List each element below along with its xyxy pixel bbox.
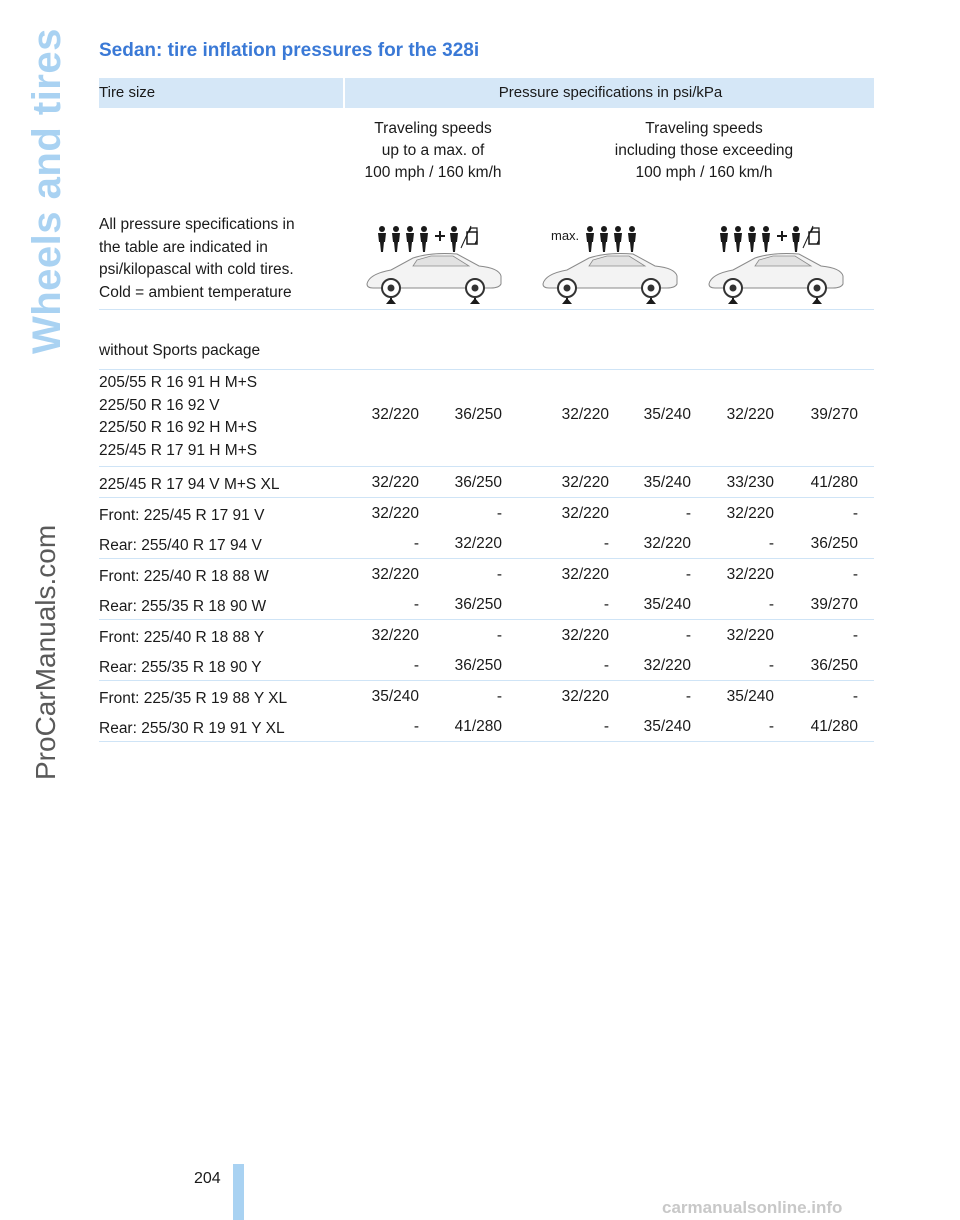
speed-range-low-line: up to a max. of — [381, 142, 485, 159]
pressure-cell: 32/220 — [643, 535, 691, 552]
pressure-cell: - — [496, 627, 502, 644]
tire-size-line: 225/50 R 16 92 H M+S — [99, 419, 258, 436]
table-row — [99, 528, 874, 558]
pressure-cell: 32/220 — [371, 627, 419, 644]
pressure-cell: 32/220 — [371, 505, 419, 522]
section-side-title: Wheels and tires — [25, 28, 69, 354]
subheading-without-sports-package: without Sports package — [99, 342, 261, 359]
pressure-cell: 36/250 — [454, 474, 502, 491]
tire-pressure-table — [99, 78, 874, 742]
pressure-cell: 32/220 — [561, 406, 609, 423]
table-row-group — [99, 498, 874, 559]
pressure-cell: 35/240 — [643, 474, 691, 491]
tire-size-cell: Rear: 255/40 R 17 94 V — [99, 537, 262, 554]
pressure-cell: - — [768, 596, 774, 613]
pressure-cell: - — [768, 657, 774, 674]
header-pressure-specs: Pressure specifications in psi/kPa — [498, 84, 723, 101]
pressure-cell: 36/250 — [454, 406, 502, 423]
pressure-cell: - — [685, 627, 691, 644]
pressure-cell: 33/230 — [726, 474, 774, 491]
pressure-cell: 35/240 — [726, 688, 774, 705]
header-tire-size: Tire size — [99, 84, 156, 101]
pressure-note-line: the table are indicated in — [99, 238, 268, 256]
pressure-note-line: psi/kilopascal with cold tires. — [99, 261, 294, 278]
tire-size-cell: Rear: 255/30 R 19 91 Y XL — [99, 720, 285, 737]
tire-size-cell: Front: 225/40 R 18 88 Y — [99, 629, 265, 646]
pressure-cell: - — [685, 566, 691, 583]
pressure-cell: 32/220 — [643, 657, 691, 674]
tire-size-cell: Front: 225/35 R 19 88 Y XL — [99, 690, 288, 707]
table-row-group — [99, 370, 874, 467]
pressure-cell: - — [496, 505, 502, 522]
table-row-group — [99, 559, 874, 620]
pressure-cell: - — [685, 688, 691, 705]
table-intro-row — [99, 108, 874, 310]
pressure-cell: 32/220 — [726, 566, 774, 583]
pressure-cell: 32/220 — [371, 474, 419, 491]
table-row — [99, 589, 874, 619]
tire-size-cell: Rear: 255/35 R 18 90 W — [99, 598, 267, 615]
pressure-cell: 35/240 — [643, 718, 691, 735]
pressure-cell: - — [413, 718, 419, 735]
pressure-cell: - — [496, 688, 502, 705]
pressure-cell: 32/220 — [371, 566, 419, 583]
speed-range-high-line: 100 mph / 160 km/h — [635, 164, 773, 181]
speed-range-low — [347, 118, 519, 184]
pressure-cell: 32/220 — [561, 627, 609, 644]
pressure-cell: 32/220 — [726, 406, 774, 423]
pressure-cell: 32/220 — [726, 505, 774, 522]
pressure-cell: 35/240 — [643, 596, 691, 613]
pressure-cell: - — [603, 657, 609, 674]
speed-range-high-line: including those exceeding — [614, 142, 794, 159]
pressure-cell: - — [413, 657, 419, 674]
pressure-cell: - — [496, 566, 502, 583]
speed-range-low-line: Traveling speeds — [374, 120, 492, 137]
table-row — [99, 467, 874, 497]
page-number: 204 — [194, 1170, 221, 1187]
pressure-cell: 32/220 — [561, 505, 609, 522]
pressure-note-line: All pressure specifications in — [99, 216, 295, 233]
pressure-cell: 41/280 — [454, 718, 502, 735]
pressure-cell: 35/240 — [371, 688, 419, 705]
pressure-cell: 36/250 — [454, 657, 502, 674]
pressure-cell: - — [685, 505, 691, 522]
tire-size-cell — [99, 372, 257, 462]
max-label: max. — [551, 228, 580, 243]
pressure-cell: - — [603, 535, 609, 552]
tire-size-cell: 225/45 R 17 94 V M+S XL — [99, 476, 280, 493]
table-row — [99, 620, 874, 650]
pressure-note-line: Cold = ambient temperature — [99, 283, 292, 301]
speed-range-high-line: Traveling speeds — [645, 120, 763, 137]
pressure-cell: - — [768, 718, 774, 735]
side-watermark: ProCarManuals.com — [30, 524, 61, 780]
table-header-row — [99, 78, 874, 108]
speed-range-high — [559, 118, 849, 184]
table-row-group — [99, 620, 874, 681]
pressure-cell: - — [603, 718, 609, 735]
footer-watermark: carmanualsonline.info — [662, 1198, 843, 1217]
pressure-cell: - — [413, 535, 419, 552]
pressure-cell: 39/270 — [810, 596, 858, 613]
tire-size-cell: Front: 225/40 R 18 88 W — [99, 568, 269, 585]
table-subheading-row — [99, 310, 874, 370]
table-row — [99, 559, 874, 589]
pressure-cell: 35/240 — [643, 406, 691, 423]
tire-size-line: 205/55 R 16 91 H M+S — [99, 374, 258, 391]
pressure-cell: - — [852, 505, 858, 522]
pressure-cell: 32/220 — [726, 627, 774, 644]
pressure-cell: - — [852, 688, 858, 705]
car-load-max-three-persons-icon — [537, 218, 697, 314]
pressure-cell: 32/220 — [561, 474, 609, 491]
pressure-cell: 32/220 — [561, 688, 609, 705]
tire-size-line: 225/45 R 17 91 H M+S — [99, 441, 258, 459]
pressure-cell: - — [413, 596, 419, 613]
pressure-note — [99, 214, 339, 304]
page-title: Sedan: tire inflation pressures for the 328i — [99, 40, 480, 61]
table-row-group — [99, 467, 874, 498]
pressure-cell: 32/220 — [371, 406, 419, 423]
tire-size-cell: Rear: 255/35 R 18 90 Y — [99, 659, 262, 676]
pressure-cell: - — [852, 566, 858, 583]
table-row-group — [99, 681, 874, 742]
pressure-cell: 36/250 — [810, 535, 858, 552]
page-number-bar — [233, 1164, 244, 1220]
car-load-four-persons-luggage-icon — [703, 218, 863, 314]
pressure-cell: 39/270 — [810, 406, 858, 423]
car-load-four-persons-luggage-icon — [361, 218, 521, 314]
tire-size-cell: Front: 225/45 R 17 91 V — [99, 507, 265, 524]
pressure-cell: 36/250 — [810, 657, 858, 674]
header-separator — [343, 78, 345, 108]
table-row — [99, 650, 874, 680]
pressure-cell: - — [603, 596, 609, 613]
table-row — [99, 681, 874, 711]
pressure-cell: 32/220 — [454, 535, 502, 552]
tire-size-line: 225/50 R 16 92 V — [99, 396, 220, 414]
speed-range-low-line: 100 mph / 160 km/h — [364, 164, 502, 181]
pressure-cell: 36/250 — [454, 596, 502, 613]
pressure-cell: 41/280 — [810, 474, 858, 491]
pressure-cell: 41/280 — [810, 718, 858, 735]
pressure-cell: - — [768, 535, 774, 552]
table-row — [99, 711, 874, 741]
pressure-cell: 32/220 — [561, 566, 609, 583]
table-row — [99, 498, 874, 528]
table-row — [99, 370, 874, 466]
pressure-cell: - — [852, 627, 858, 644]
